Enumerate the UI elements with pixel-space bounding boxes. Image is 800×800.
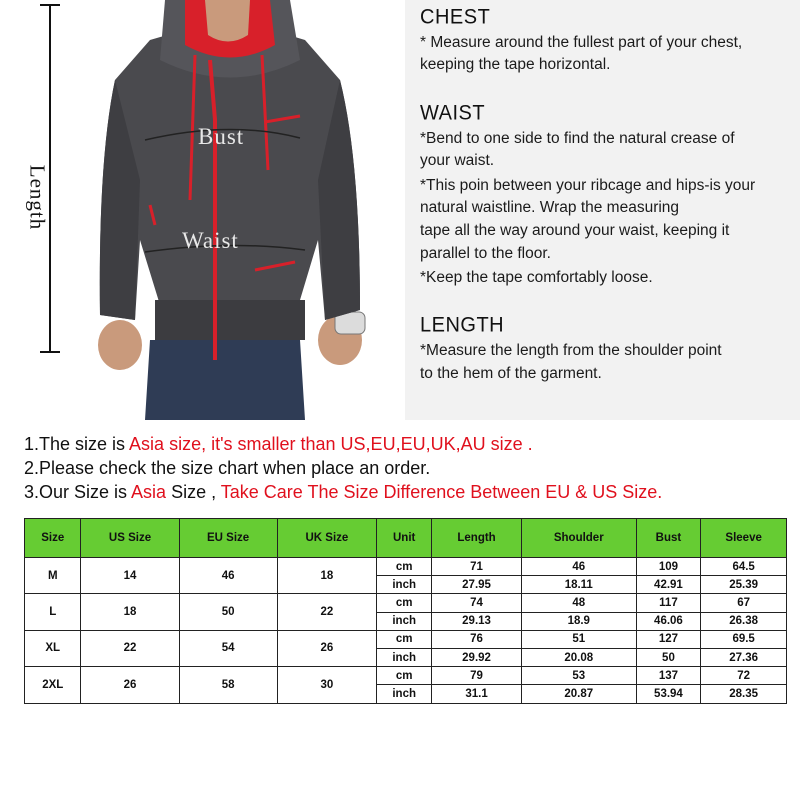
chest-heading: CHEST	[420, 5, 491, 29]
col-bust: Bust	[636, 519, 701, 558]
table-row	[25, 630, 787, 648]
cell-unit: inch	[377, 576, 432, 594]
table-row	[25, 558, 787, 576]
waist-heading: WAIST	[420, 101, 486, 125]
cell-shoulder: 51	[521, 630, 636, 648]
col-eu-size: EU Size	[179, 519, 277, 558]
waist-line: tape all the way around your waist, keeping it	[420, 222, 730, 239]
cell-length: 27.95	[432, 576, 522, 594]
cell-uk: 18	[277, 558, 376, 594]
col-shoulder: Shoulder	[521, 519, 636, 558]
cell-length: 74	[432, 594, 522, 612]
cell-us: 22	[81, 630, 179, 666]
cell-shoulder: 18.9	[521, 612, 636, 630]
waist-line: parallel to the floor.	[420, 245, 551, 262]
cell-unit: cm	[377, 558, 432, 576]
col-unit: Unit	[377, 519, 432, 558]
length-label-text: Length	[25, 164, 50, 231]
cell-length: 29.92	[432, 648, 522, 666]
cell-length: 76	[432, 630, 522, 648]
col-uk-size: UK Size	[277, 519, 376, 558]
note-1	[24, 434, 533, 455]
cell-bust: 53.94	[636, 685, 701, 703]
cell-bust: 137	[636, 667, 701, 685]
cell-bust: 127	[636, 630, 701, 648]
cell-uk: 30	[277, 667, 376, 703]
waist-line: your waist.	[420, 152, 495, 169]
cell-bust: 46.06	[636, 612, 701, 630]
table-header-row	[25, 519, 787, 558]
cell-size: L	[25, 594, 81, 630]
cell-shoulder: 46	[521, 558, 636, 576]
waist-measure-label: Waist	[182, 228, 239, 253]
length-measure-label	[12, 130, 62, 270]
table-row	[25, 667, 787, 685]
waist-line: *Keep the tape comfortably loose.	[420, 269, 653, 286]
cell-eu: 50	[179, 594, 277, 630]
cell-size: XL	[25, 630, 81, 666]
waist-line: *This poin between your ribcage and hips-is your	[420, 177, 756, 194]
measurement-guide	[405, 0, 800, 420]
cell-shoulder: 53	[521, 667, 636, 685]
cell-sleeve: 72	[701, 667, 787, 685]
col-us-size: US Size	[81, 519, 179, 558]
cell-eu: 46	[179, 558, 277, 594]
cell-shoulder: 18.11	[521, 576, 636, 594]
col-size: Size	[25, 519, 81, 558]
cell-length: 29.13	[432, 612, 522, 630]
cell-unit: inch	[377, 685, 432, 703]
size-chart-table	[24, 518, 787, 704]
note-3-text: Size ,	[166, 482, 221, 502]
table-row	[25, 594, 787, 612]
waist-line: natural waistline. Wrap the measuring	[420, 199, 680, 216]
note-2	[24, 458, 430, 479]
note-1-highlight: Asia size, it's smaller than US,EU,EU,UK,AU size .	[129, 434, 533, 454]
cell-shoulder: 20.87	[521, 685, 636, 703]
note-2-text: 2.Please check the size chart when place an order.	[24, 458, 431, 478]
cell-unit: inch	[377, 612, 432, 630]
cell-unit: cm	[377, 667, 432, 685]
note-3-text: 3.Our Size is	[24, 482, 132, 502]
col-length: Length	[432, 519, 522, 558]
cell-uk: 26	[277, 630, 376, 666]
bust-measure-label: Bust	[198, 124, 245, 149]
cell-sleeve: 25.39	[701, 576, 787, 594]
cell-bust: 117	[636, 594, 701, 612]
cell-length: 31.1	[432, 685, 522, 703]
length-line: to the hem of the garment.	[420, 365, 602, 382]
cell-sleeve: 64.5	[701, 558, 787, 576]
cell-sleeve: 27.36	[701, 648, 787, 666]
col-sleeve: Sleeve	[701, 519, 787, 558]
cell-length: 79	[432, 667, 522, 685]
cell-bust: 109	[636, 558, 701, 576]
cell-bust: 42.91	[636, 576, 701, 594]
cell-unit: cm	[377, 630, 432, 648]
cell-eu: 58	[179, 667, 277, 703]
cell-shoulder: 48	[521, 594, 636, 612]
cell-unit: cm	[377, 594, 432, 612]
product-photo	[0, 0, 400, 420]
note-3-warning: Take Care The Size Difference Between EU & US Size.	[220, 482, 663, 502]
cell-us: 26	[81, 667, 179, 703]
cell-us: 14	[81, 558, 179, 594]
cell-size: M	[25, 558, 81, 594]
cell-bust: 50	[636, 648, 701, 666]
length-line: *Measure the length from the shoulder point	[420, 342, 722, 359]
cell-sleeve: 69.5	[701, 630, 787, 648]
cell-length: 71	[432, 558, 522, 576]
cell-sleeve: 26.38	[701, 612, 787, 630]
cell-unit: inch	[377, 648, 432, 666]
waist-line: *Bend to one side to find the natural crease of	[420, 130, 735, 147]
note-1-text: 1.The size is	[24, 434, 130, 454]
length-heading: LENGTH	[420, 313, 505, 337]
cell-us: 18	[81, 594, 179, 630]
note-3-highlight: Asia	[131, 482, 167, 502]
cell-eu: 54	[179, 630, 277, 666]
cell-sleeve: 28.35	[701, 685, 787, 703]
note-3	[24, 482, 662, 503]
cell-size: 2XL	[25, 667, 81, 703]
cell-sleeve: 67	[701, 594, 787, 612]
chest-line: * Measure around the fullest part of your chest,	[420, 34, 743, 51]
cell-uk: 22	[277, 594, 376, 630]
chest-line: keeping the tape horizontal.	[420, 56, 611, 73]
cell-shoulder: 20.08	[521, 648, 636, 666]
